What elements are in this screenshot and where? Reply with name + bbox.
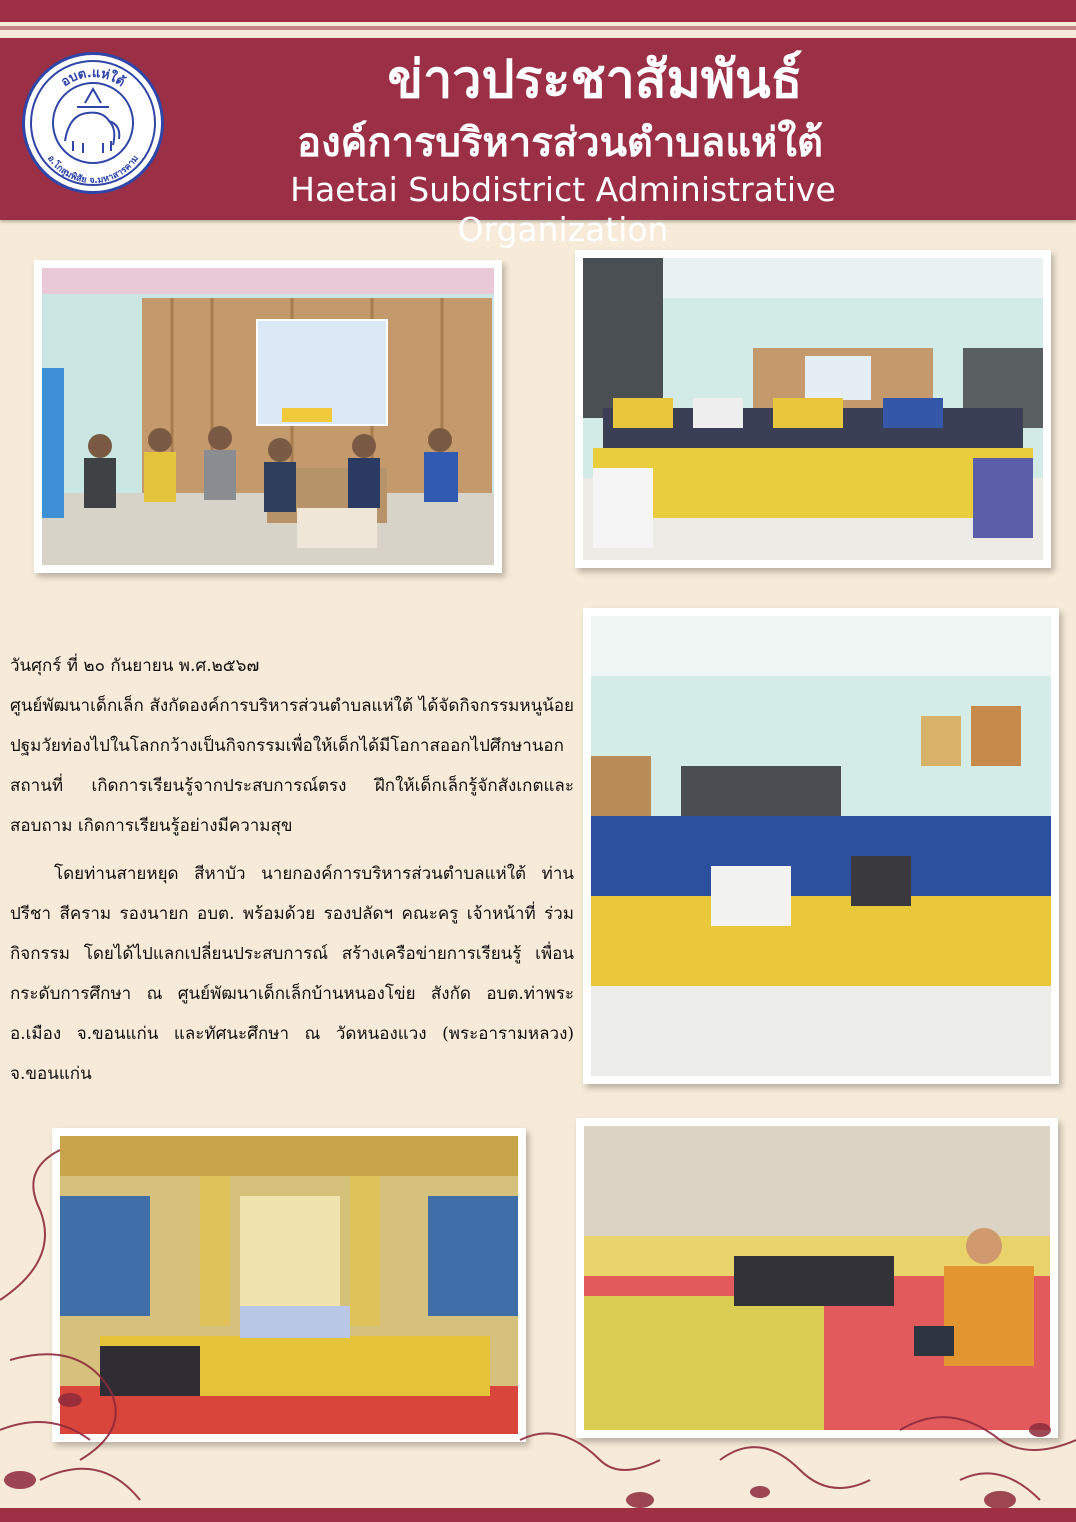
photo-group-classroom	[575, 250, 1051, 568]
page-title: ข่าวประชาสัมพันธ์	[387, 50, 803, 110]
header-banner	[0, 38, 1076, 249]
logo-bottom-text: อ.โกสุมพิสัย จ.มหาสารคาม	[44, 153, 142, 187]
top-strip	[0, 0, 1076, 22]
logo-top-text: อบต.แห่ใต้	[58, 65, 128, 91]
photo-large-group	[583, 608, 1059, 1084]
bottom-strip	[0, 1508, 1076, 1522]
organization-logo	[22, 52, 164, 194]
organization-name-english: Haetai Subdistrict Administrative Organization	[290, 170, 836, 249]
top-divider	[0, 26, 1076, 30]
article-paragraph-2: โดยท่านสายหยุด สีหาบัว นายกองค์การบริหารส่วนตำบลแห่ใต้ ท่านปรีชา สีคราม รองนายก อบต. พร้อมด้วย รองปลัดฯ คณะครู เจ้าหน้าที่ ร่วมกิจกรรม โดยได้ไปแลกเปลี่ยนประสบการณ์ สร้างเครือข่ายการเรียนรู้ เพื่อนกระดับการศึกษา ณ ศูนย์พัฒนาเด็กเล็กบ้านหนองโข่ย สังกัด อบต.ท่าพระ อ.เมือง จ.ขอนแก่น และทัศนะศึกษา ณ วัดหนองแวง (พระอารามหลวง) จ.ขอนแก่น	[10, 864, 574, 1084]
floral-decoration	[0, 1100, 1076, 1522]
organization-name-thai: องค์การบริหารส่วนตำบลแห่ใต้	[297, 120, 823, 166]
article-date: วันศุกร์ ที่ ๒๐ กันยายน พ.ศ.๒๕๖๗	[10, 656, 260, 676]
article-body	[10, 646, 574, 1094]
photo-officials-seated	[34, 260, 502, 573]
article-paragraph-1: ศูนย์พัฒนาเด็กเล็ก สังกัดองค์การบริหารส่วนตำบลแห่ใต้ ได้จัดกิจกรรมหนูน้อยปฐมวัยท่องไปในโลกกว้างเป็นกิจกรรมเพื่อให้เด็กได้มีโอกาสออกไปศึกษานอกสถานที่ เกิดการเรียนรู้จากประสบการณ์ตรง ฝึกให้เด็กเล็กรู้จักสังเกตและสอบถาม เกิดการเรียนรู้อย่างมีความสุข	[10, 696, 574, 836]
